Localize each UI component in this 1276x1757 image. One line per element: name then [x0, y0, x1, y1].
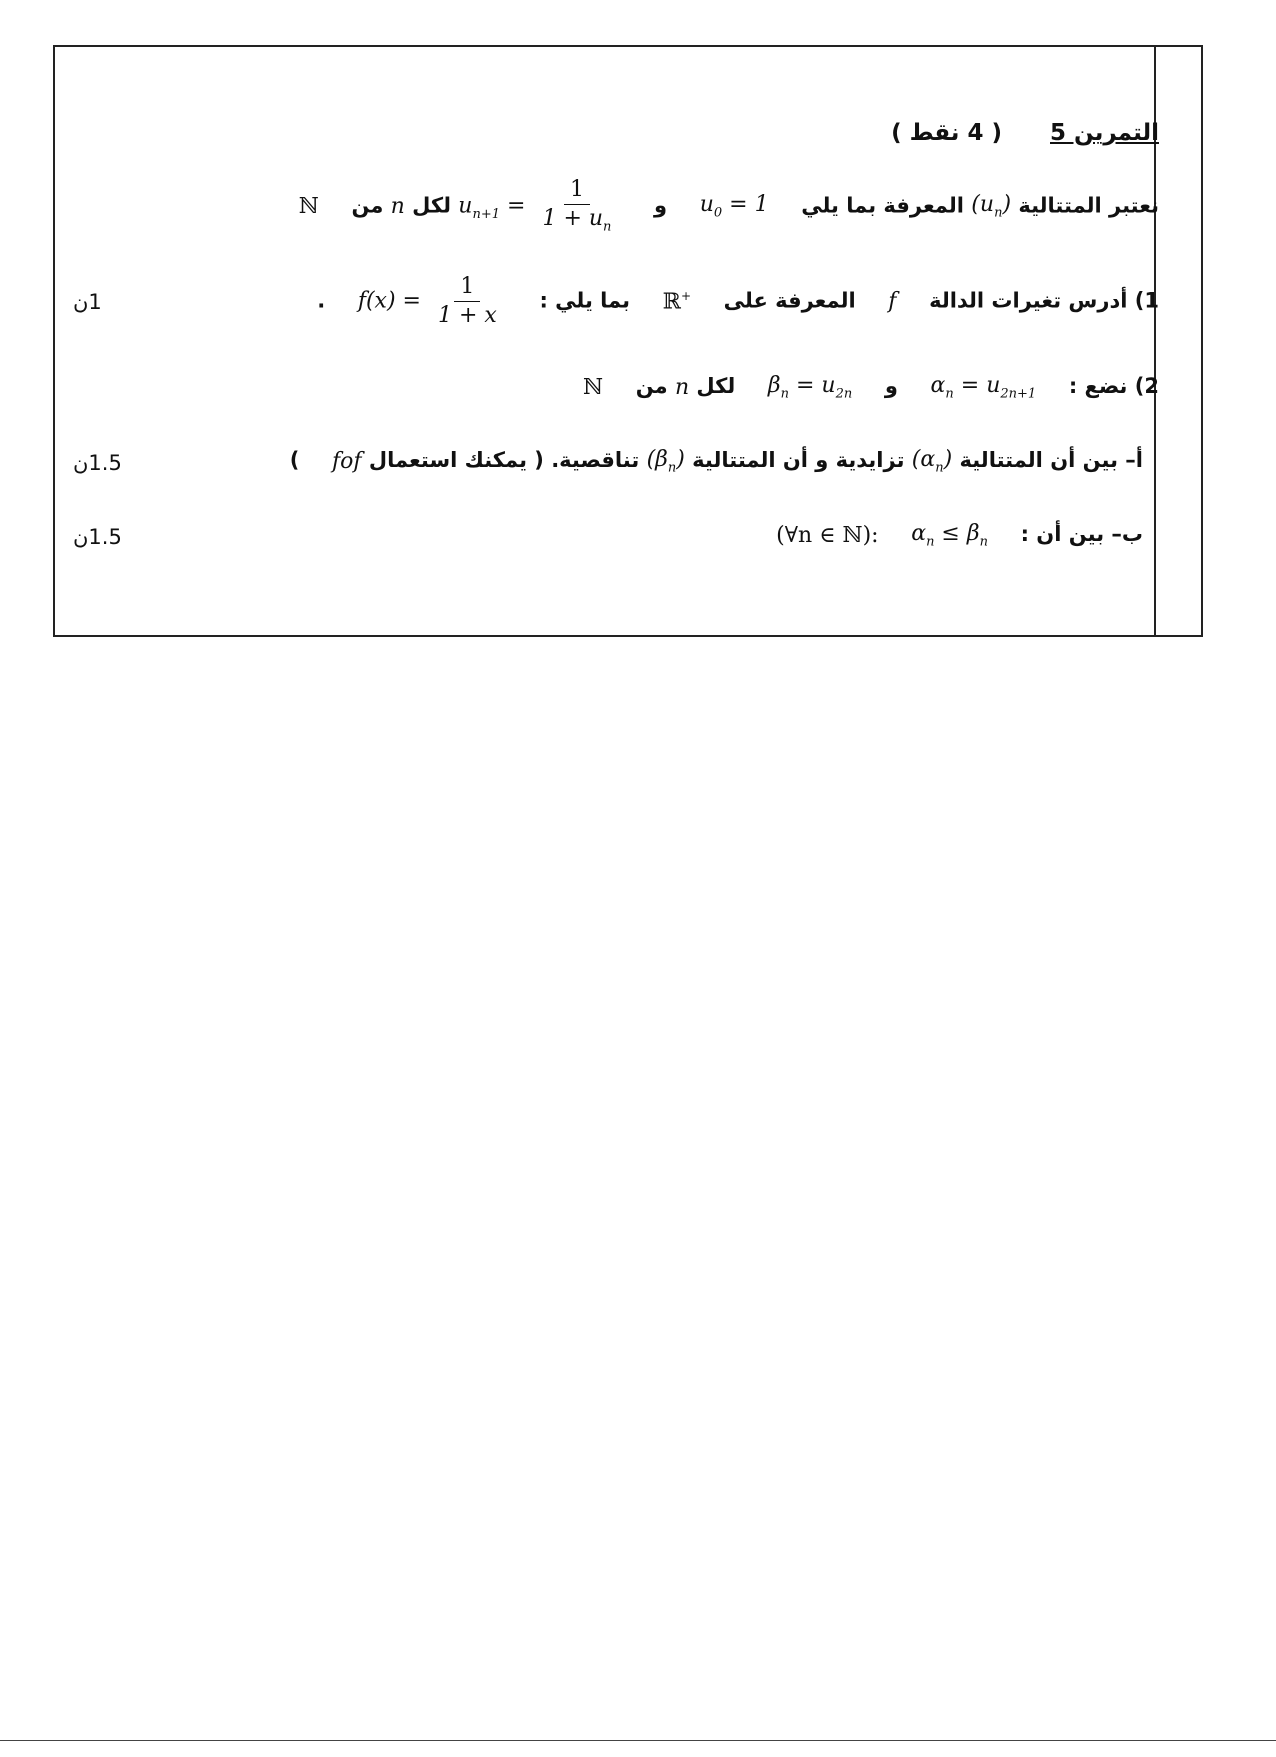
- intro-n: n: [390, 193, 405, 219]
- q2a-text-b: تزايدية و أن المتتالية: [692, 448, 905, 473]
- q2b-inequality: $\alpha_n \le \beta_n$: [911, 521, 988, 550]
- q2-alpha-def: $\alpha_n = u_{2n+1}$: [930, 373, 1037, 402]
- intro-u0: $u_0 = 1$: [699, 192, 769, 221]
- exercise-title: [891, 120, 1159, 146]
- q2a-beta-seq: $(\beta_n)$: [646, 447, 685, 476]
- intro-from: من: [351, 193, 384, 218]
- page-footer-rule: [0, 1740, 1276, 1741]
- q2a-alpha-seq: $(\alpha_n)$: [911, 447, 953, 476]
- q2b-points: 1.5ن: [73, 525, 122, 549]
- q2b-label: ب– بين أن :: [1020, 522, 1143, 547]
- q1-line: [317, 275, 1159, 328]
- exercise-number: التمرين 5: [1050, 120, 1159, 146]
- q2-n: n: [674, 374, 690, 400]
- q2a-hint-open: (: [534, 448, 544, 473]
- intro-text-a: نعتبر المتتالية: [1018, 193, 1159, 218]
- q1-number: 1): [1134, 288, 1159, 313]
- intro-and: و: [654, 193, 668, 218]
- q2a-hint-close: ): [289, 448, 300, 473]
- intro-text-b: المعرفة بما يلي: [801, 193, 964, 218]
- intro-line: [299, 178, 1159, 235]
- q1-points: 1ن: [73, 290, 102, 314]
- q1-function: f(x) = $\frac{1}{1 + x}$: [357, 274, 497, 329]
- q2-number: 2): [1134, 374, 1159, 399]
- intro-recurrence: $u_{n+1}$ = $\frac{1}{1 + u_n}$: [458, 177, 612, 235]
- q2-and: و: [884, 374, 898, 399]
- q2a-points: 1.5ن: [73, 451, 122, 475]
- q2b-line: [776, 521, 1143, 549]
- q2a-fof: fof: [332, 448, 362, 474]
- intro-for-each: لكل: [412, 193, 451, 218]
- q1-dot: .: [317, 288, 326, 313]
- q1-text-c: بما يلي :: [539, 288, 631, 313]
- q2-from: من: [635, 374, 668, 399]
- q2-line: [583, 373, 1159, 401]
- q2-set: ℕ: [582, 374, 604, 400]
- intro-set: ℕ: [298, 193, 319, 219]
- q2a-hint-text: يمكنك استعمال: [368, 448, 527, 473]
- exercise-points: ( 4 نقط ): [891, 120, 1002, 146]
- q1-text-b: المعرفة على: [723, 288, 856, 313]
- q2a-text-c: تناقصية.: [551, 448, 640, 473]
- q1-f: f: [888, 289, 897, 315]
- q2-beta-def: $\beta_n = u_{2n}$: [767, 373, 853, 402]
- intro-seq: $(u_n)$: [971, 192, 1012, 221]
- q2-for-each: لكل: [696, 374, 736, 399]
- q2a-label: أ– بين أن المتتالية: [959, 448, 1143, 473]
- q1-domain: ℝ+: [662, 289, 691, 315]
- q2a-line: [290, 447, 1143, 475]
- q2-text-a: نضع :: [1068, 374, 1128, 399]
- q2b-quantifier: (∀n ∈ ℕ):: [776, 522, 879, 548]
- q1-text-a: أدرس تغيرات الدالة: [929, 288, 1128, 313]
